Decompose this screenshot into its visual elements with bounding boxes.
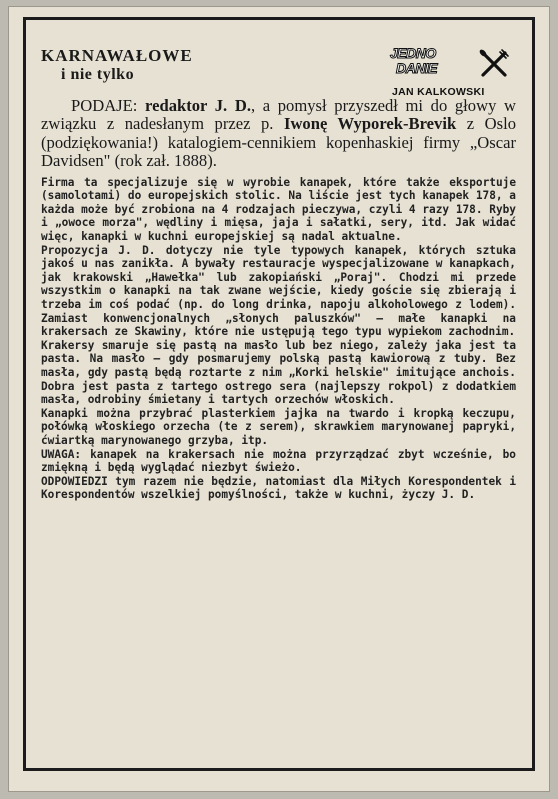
lead-author-name: redaktor J. D. — [145, 96, 251, 115]
column-logo-title-line2: DANIE — [396, 60, 438, 76]
lead-paragraph — [41, 97, 516, 171]
lead-text-1: , a pomysł przyszedł mi do głowy w związku z nadesłanym przez p. — [41, 96, 516, 134]
article-title: KARNAWAŁOWE — [41, 46, 193, 65]
body-paragraph: UWAGA: kanapek na krakersach nie można przyrządzać zbyt wcześnie, bo zmiękną i będą wyglądać niezbyt świeżo. — [41, 447, 516, 475]
fork-knife-icon — [478, 48, 510, 80]
article-subtitle: i nie tylko — [61, 66, 135, 83]
lead-text-2: z Oslo (podziękowania!) katalogiem-cennikiem kopenhaskiej firmy „Oscar Davidsen" (rok zał. 1888). — [41, 114, 516, 171]
article-body — [41, 176, 516, 502]
column-author: JAN KALKOWSKI — [392, 86, 485, 98]
column-logo — [390, 46, 512, 104]
body-paragraph: Firma ta specjalizuje się w wyrobie kanapek, które także eksportuje (samolotami) do europejskich stolic. Na liście jest tych kanapek 178, a każda może być zrobiona na 4 rodzajach pieczywa, czyli 4 razy 178. Ryby i „owoce morza", wędliny i mięsa, jaja i sałatki, sery, itd. Jak widać więc, kanapki w kuchni europejskiej są nadal aktualne. — [41, 175, 516, 243]
column-logo-title-line1: JEDNO — [390, 45, 436, 61]
article-content — [41, 46, 516, 502]
body-paragraph: Kanapki można przybrać plasterkiem jajka na twardo i kropką keczupu, połówką włoskiego orzecha (te z serem), skrawkiem marynowanej papryki, ćwiartką marynowanego grzyba, itp. — [41, 406, 516, 447]
newspaper-clipping — [8, 6, 550, 792]
body-paragraph: ODPOWIEDZI tym razem nie będzie, natomiast dla Miłych Korespondentek i Korespondentów wszelkiej pomyślności, także w kuchni, życzy J. D. — [41, 474, 516, 502]
lead-word: PODAJE: — [71, 96, 146, 115]
body-paragraph: Krakersy smaruje się pastą na masło lub bez niego, zależy jaka jest ta pasta. Na masło — gdy posmarujemy polską pastą kawiorową z tuby. Bez masła, gdy pastą będą roztarte z nim „Korki helskie" imitujące anchois. Dobra jest pasta z tartego ostrego sera (najlepszy rokpol) z dodatkiem masła, odrobiny śmietany i tartych orzechów włoskich. — [41, 338, 516, 407]
article-frame — [23, 17, 535, 771]
lead-contributor-name: Iwonę Wyporek-Brevik — [283, 114, 457, 134]
body-paragraph: Propozycja J. D. dotyczy nie tyle typowych kanapek, których sztuka jakoś u nas zanikła. A bywały restauracje wyspecjalizowane w kanapkach, jak krakowski „Hawełka" lub zakopiański „Poraj". Chodzi mi przede wszystkim o kanapki na tak zwane wejście, kiedy goście się zbierają i trzeba im coś podać (np. do long drinka, napoju alkoholowego z lodem). Zamiast konwencjonalnych „słonych paluszków" — małe kanapki na krakersach ze Skawiny, które nie ustępują tego typu wypiekom zachodnim. — [41, 243, 516, 339]
column-logo-title — [390, 46, 486, 84]
